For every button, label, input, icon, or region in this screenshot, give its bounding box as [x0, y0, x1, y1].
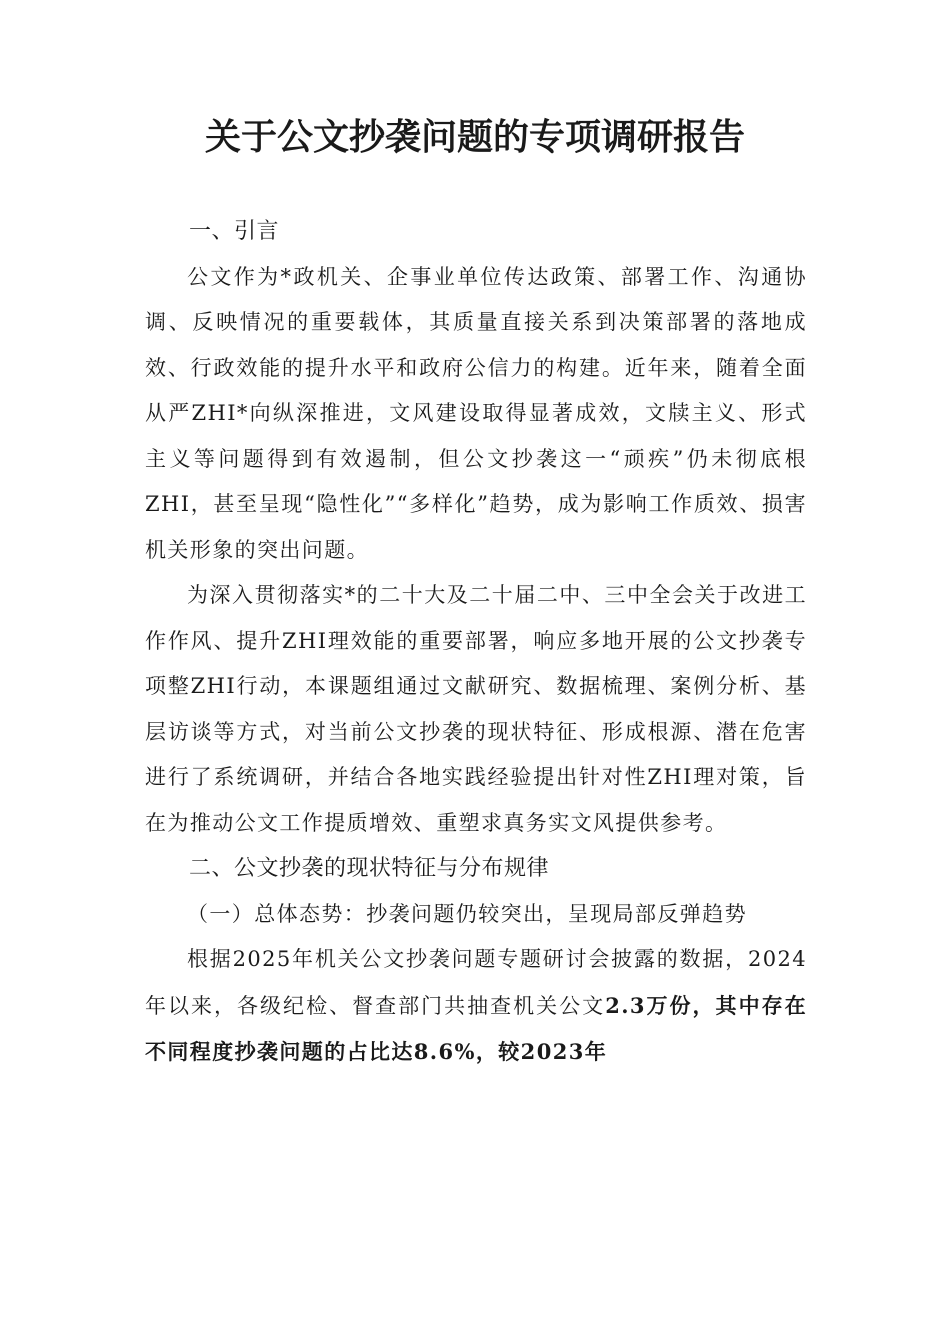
status-paragraph-1-text: 根据2025年机关公文抄袭问题专题研讨会披露的数据，2024年以来，各级纪检、督查部门共抽查机关公文 [145, 947, 807, 1018]
status-paragraph-1-bold: 2.3万份，其中存在不同程度抄袭问题的占比达8.6%，较2023年 [145, 992, 807, 1064]
intro-paragraph-1: 公文作为*政机关、企事业单位传达政策、部署工作、沟通协调、反映情况的重要载体，其质量直接关系到决策部署的落地成效、行政效能的提升水平和政府公信力的构建。近年来，随着全面从严ZHI*向纵深推进，文风建设取得显著成效，文牍主义、形式主义等问题得到有效遏制，但公文抄袭这一“顽疾”仍未彻底根ZHI，甚至呈现“隐性化”“多样化”趋势，成为影响工作质效、损害机关形象的突出问题。 [145, 264, 807, 562]
document-body [145, 209, 807, 1076]
status-paragraph-1 [145, 937, 807, 1076]
section-heading-status: 二、公文抄袭的现状特征与分布规律 [189, 856, 550, 881]
subsection-heading-overall: （一）总体态势：抄袭问题仍较突出，呈现局部反弹趋势 [187, 901, 747, 926]
section-heading-introduction: 一、引言 [189, 219, 280, 244]
document-title: 关于公文抄袭问题的专项调研报告 [204, 116, 745, 158]
intro-paragraph-2: 为深入贯彻落实*的二十大及二十届二中、三中全会关于改进工作作风、提升ZHI理效能的重要部署，响应多地开展的公文抄袭专项整ZHI行动，本课题组通过文献研究、数据梳理、案例分析、基层访谈等方式，对当前公文抄袭的现状特征、形成根源、潜在危害进行了系统调研，并结合各地实践经验提出针对性ZHI理对策，旨在为推动公文工作提质增效、重塑求真务实文风提供参考。 [145, 583, 807, 835]
